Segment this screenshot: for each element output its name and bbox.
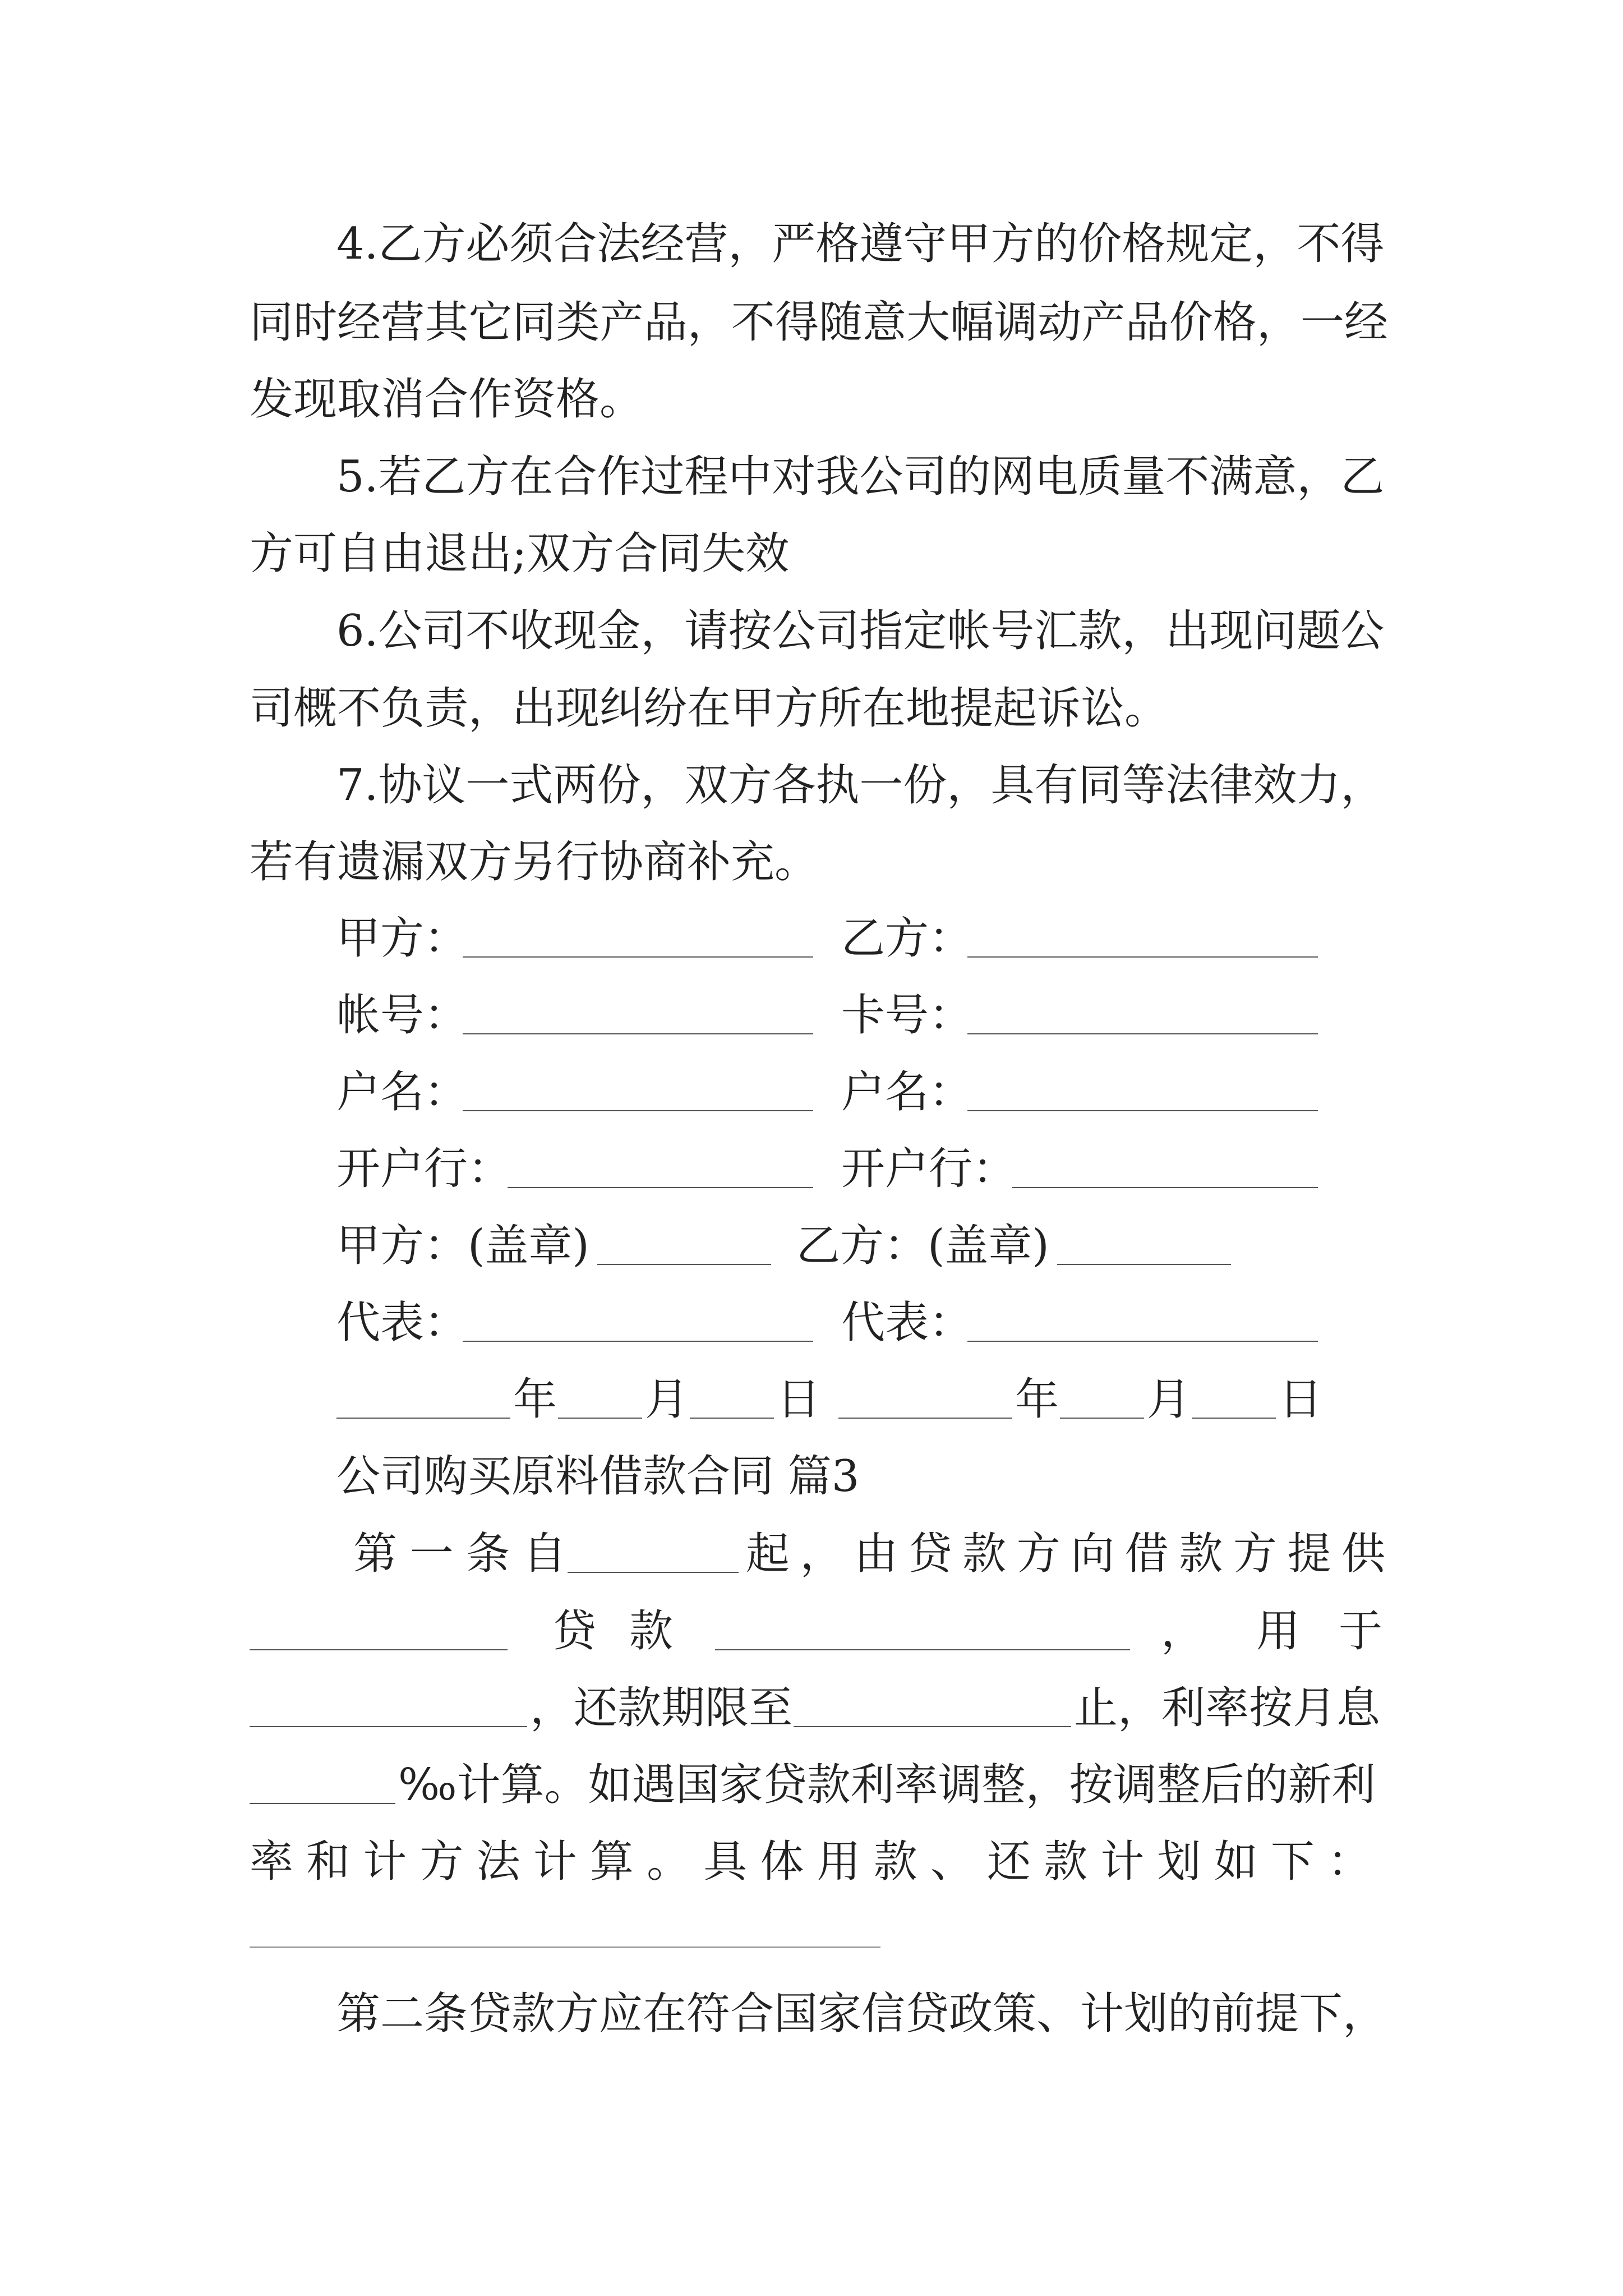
article-1-comma: ， <box>1161 1606 1205 1657</box>
clause-4-line-2: 同时经营其它同类产品，不得随意大幅调动产品价格，一经 <box>250 297 1388 348</box>
article-1-amount-blank <box>715 1649 1130 1650</box>
article-1-deadline-blank <box>794 1726 1071 1727</box>
date-a-day-blank <box>690 1418 774 1419</box>
clause-5-line-2: 方可自由退出;双方合同失效 <box>250 528 790 579</box>
article-1-loan-label: 贷款 <box>552 1606 673 1657</box>
rep-b-label: 代表： <box>841 1297 973 1348</box>
party-a-label: 甲方： <box>336 913 468 964</box>
article-1-use-label: 用于 <box>1256 1606 1382 1657</box>
seal-a-label: 甲方：(盖章) <box>336 1221 589 1271</box>
date-b-year-blank <box>838 1418 1012 1419</box>
date-b-month-blank <box>1060 1418 1144 1419</box>
article-1-last-line: 率和计方法计算。具体用款、还款计划如下： <box>250 1837 1371 1887</box>
clause-4-line-1: 4.乙方必须合法经营，严格遵守甲方的价格规定，不得 <box>336 219 1385 269</box>
article-1-lender: 起，由贷款方向借款方提供 <box>746 1529 1385 1579</box>
date-a-year: 年 <box>513 1374 557 1425</box>
bank-b-label: 开户行： <box>841 1144 1017 1194</box>
holder-a-label: 户名： <box>336 1067 468 1117</box>
party-a-blank <box>463 956 813 958</box>
seal-a-blank <box>597 1264 771 1265</box>
date-b-day-blank <box>1192 1418 1276 1419</box>
clause-6-line-1: 6.公司不收现金，请按公司指定帐号汇款，出现问题公 <box>336 606 1385 656</box>
account-a-label: 帐号： <box>336 990 468 1041</box>
date-b-month: 月 <box>1147 1374 1191 1425</box>
article-1-date-blank <box>568 1572 739 1573</box>
party-b-blank <box>967 956 1318 958</box>
clause-7-line-1: 7.协议一式两份，双方各执一份，具有同等法律效力， <box>336 760 1385 811</box>
date-a-month: 月 <box>645 1374 689 1425</box>
seal-b-blank <box>1057 1264 1231 1265</box>
article-1-lender-blank <box>250 1649 508 1650</box>
clause-4-line-3: 发现取消合作资格。 <box>250 374 644 425</box>
party-b-label: 乙方： <box>841 913 973 964</box>
clause-7-line-2: 若有遗漏双方另行协商补充。 <box>250 837 819 887</box>
holder-b-blank <box>967 1110 1318 1111</box>
bank-a-blank <box>508 1187 813 1188</box>
card-b-blank <box>967 1033 1318 1034</box>
article-1-rate-blank <box>250 1803 395 1804</box>
rep-a-label: 代表： <box>336 1297 468 1348</box>
date-a-day: 日 <box>777 1374 821 1425</box>
plan-blank-line <box>250 1947 880 1948</box>
clause-5-line-1: 5.若乙方在合作过程中对我公司的网电质量不满意，乙 <box>336 452 1385 502</box>
article-1-repay-label: ，还款期限至 <box>530 1683 793 1733</box>
article-1-calc: ‰计算。如遇国家贷款利率调整，按调整后的新利 <box>398 1760 1376 1810</box>
holder-a-blank <box>463 1110 813 1111</box>
seal-b-label: 乙方：(盖章) <box>796 1221 1049 1271</box>
article-1-start: 第一条自 <box>353 1529 566 1579</box>
section-3-title: 公司购买原料借款合同 篇3 <box>336 1451 860 1502</box>
article-2-line-1: 第二条贷款方应在符合国家信贷政策、计划的前提下， <box>336 1989 1387 2039</box>
article-1-rate-label: 止，利率按月息 <box>1074 1683 1381 1733</box>
bank-b-blank <box>1012 1187 1318 1188</box>
date-a-month-blank <box>558 1418 642 1419</box>
rep-b-blank <box>967 1341 1318 1342</box>
clause-6-line-2: 司概不负责，出现纠纷在甲方所在地提起诉讼。 <box>250 683 1169 734</box>
date-b-year: 年 <box>1015 1374 1059 1425</box>
bank-a-label: 开户行： <box>336 1144 512 1194</box>
article-1-purpose-blank <box>250 1726 527 1727</box>
holder-b-label: 户名： <box>841 1067 973 1117</box>
rep-a-blank <box>463 1341 813 1342</box>
card-b-label: 卡号： <box>841 990 973 1041</box>
account-a-blank <box>463 1033 813 1034</box>
date-b-day: 日 <box>1279 1374 1323 1425</box>
date-a-year-blank <box>336 1418 510 1419</box>
